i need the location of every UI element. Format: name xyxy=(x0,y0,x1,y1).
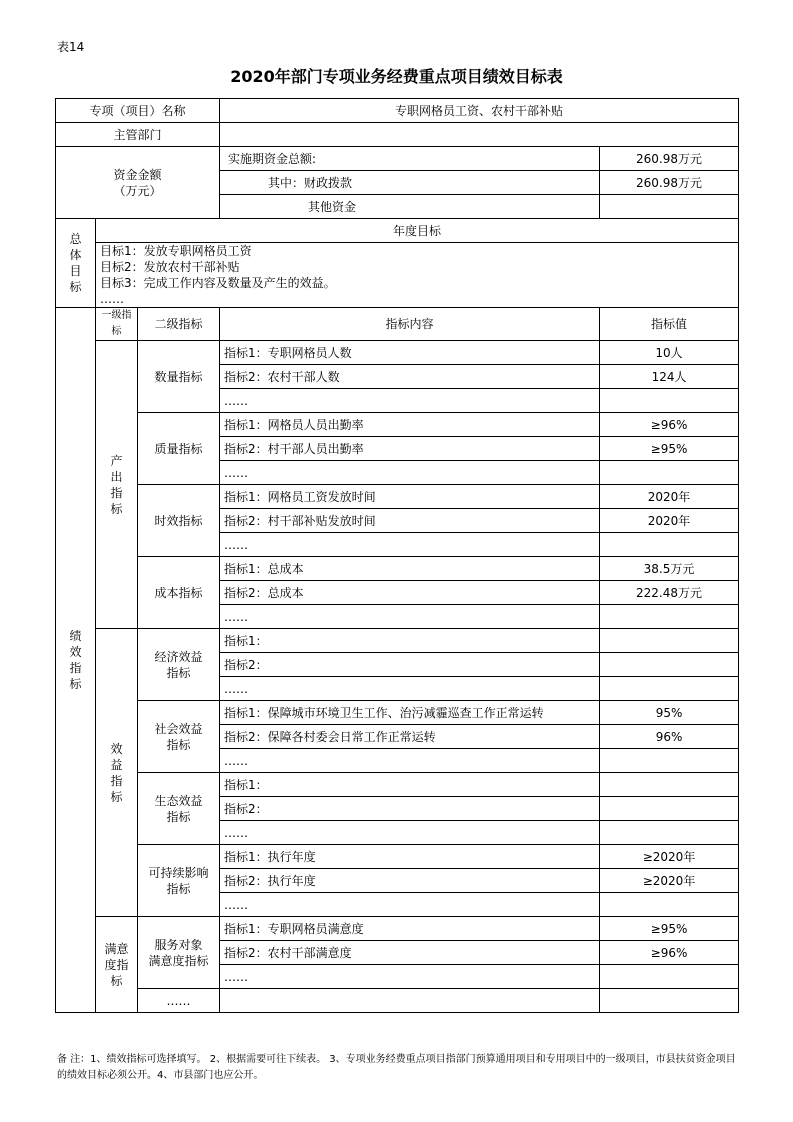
indicator-content: …… xyxy=(220,533,600,557)
indicator-value xyxy=(600,605,739,629)
footnote: 备 注：1、绩效指标可选择填写。 2、根据需要可往下续表。 3、专项业务经费重点项目指部门预算通用项目和专用项目中的一级项目，市县扶贫资金项目的绩效目标必须公开。4、市县部门也应公开。 xyxy=(57,1054,736,1081)
fund-total-value: 260.98万元 xyxy=(600,147,739,171)
ecological-benefit-label: 生态效益 指标 xyxy=(138,773,220,845)
fund-total-label: 实施期资金总额: xyxy=(220,147,600,171)
performance-indicator-label: 绩 效 指 标 xyxy=(56,308,96,1013)
indicator-value: 2020年 xyxy=(600,509,739,533)
header-level2: 二级指标 xyxy=(138,308,220,341)
indicator-value xyxy=(600,893,739,917)
quality-indicator-label: 质量指标 xyxy=(138,413,220,485)
indicator-value xyxy=(600,461,739,485)
indicator-content: …… xyxy=(220,965,600,989)
indicator-value: ≥95% xyxy=(600,437,739,461)
indicator-content: 指标2：保障各村委会日常工作正常运转 xyxy=(220,725,600,749)
indicator-value: ≥95% xyxy=(600,917,739,941)
header-content: 指标内容 xyxy=(220,308,600,341)
indicator-value: 38.5万元 xyxy=(600,557,739,581)
fund-other-label: 其他资金 xyxy=(220,195,600,219)
indicator-content: 指标1：网格员工资发放时间 xyxy=(220,485,600,509)
table-row xyxy=(56,341,739,365)
indicator-content: 指标1： xyxy=(220,629,600,653)
row-project-name xyxy=(56,99,739,123)
fund-label-line2: （万元） xyxy=(113,183,162,198)
indicator-content: …… xyxy=(220,893,600,917)
service-satisfaction-label: 服务对象 满意度指标 xyxy=(138,917,220,989)
overall-goal-label: 总 体 目 标 xyxy=(56,219,96,308)
indicator-content: 指标1：专职网格员满意度 xyxy=(220,917,600,941)
annual-goal-list xyxy=(96,243,739,308)
indicator-content: …… xyxy=(220,749,600,773)
table-number: 表14 xyxy=(57,40,85,54)
indicator-content xyxy=(220,989,600,1013)
annual-goal-label: 年度目标 xyxy=(96,219,739,243)
economic-benefit-label: 经济效益 指标 xyxy=(138,629,220,701)
table-row xyxy=(56,629,739,653)
quantity-indicator-label: 数量指标 xyxy=(138,341,220,413)
indicator-content: 指标1：网格员人员出勤率 xyxy=(220,413,600,437)
indicator-value: 96% xyxy=(600,725,739,749)
indicator-content: …… xyxy=(220,821,600,845)
indicator-value xyxy=(600,653,739,677)
indicator-content: 指标1：总成本 xyxy=(220,557,600,581)
department-value xyxy=(220,123,739,147)
sustainable-impact-label: 可持续影响 指标 xyxy=(138,845,220,917)
indicator-content: …… xyxy=(220,389,600,413)
indicator-value xyxy=(600,821,739,845)
indicator-value xyxy=(600,797,739,821)
indicator-value xyxy=(600,749,739,773)
indicator-content: 指标1：执行年度 xyxy=(220,845,600,869)
indicator-content: …… xyxy=(220,677,600,701)
table-row xyxy=(56,485,739,509)
indicator-content: …… xyxy=(220,605,600,629)
indicator-content: 指标1： xyxy=(220,773,600,797)
department-label: 主管部门 xyxy=(56,123,220,147)
goal-item: 目标2：发放农村干部补贴 xyxy=(100,260,240,274)
table-row xyxy=(56,917,739,941)
row-fund-total xyxy=(56,147,739,171)
satisfaction-indicator-label: 满意 度指 标 xyxy=(96,917,138,1013)
row-annual-goal-header xyxy=(56,219,739,243)
indicator-value xyxy=(600,533,739,557)
indicator-content: 指标2： xyxy=(220,653,600,677)
project-name-value: 专职网格员工资、农村干部补贴 xyxy=(220,99,739,123)
goal-item: 目标3：完成工作内容及数量及产生的效益。 xyxy=(100,276,336,290)
indicator-content: 指标2：总成本 xyxy=(220,581,600,605)
indicator-value: ≥2020年 xyxy=(600,845,739,869)
indicator-value xyxy=(600,773,739,797)
timeliness-indicator-label: 时效指标 xyxy=(138,485,220,557)
indicator-value: 222.48万元 xyxy=(600,581,739,605)
row-annual-goals xyxy=(56,243,739,308)
indicator-content: 指标2：执行年度 xyxy=(220,869,600,893)
indicator-content: 指标2： xyxy=(220,797,600,821)
indicator-content: …… xyxy=(220,461,600,485)
table-row xyxy=(56,989,739,1013)
indicator-value: 124人 xyxy=(600,365,739,389)
header-value: 指标值 xyxy=(600,308,739,341)
fund-label xyxy=(56,147,220,219)
benefit-indicator-label: 效 益 指 标 xyxy=(96,629,138,917)
goal-item: 目标1：发放专职网格员工资 xyxy=(100,244,252,258)
output-indicator-label: 产 出 指 标 xyxy=(96,341,138,629)
table-row xyxy=(56,701,739,725)
fund-fiscal-value: 260.98万元 xyxy=(600,171,739,195)
project-name-label: 专项（项目）名称 xyxy=(56,99,220,123)
indicator-value: ≥96% xyxy=(600,941,739,965)
table-row xyxy=(56,413,739,437)
indicator-value: ≥96% xyxy=(600,413,739,437)
indicator-value xyxy=(600,989,739,1013)
fund-fiscal-label: 其中：财政拨款 xyxy=(220,171,600,195)
table-row xyxy=(56,773,739,797)
indicator-value xyxy=(600,677,739,701)
indicator-value xyxy=(600,389,739,413)
satisfaction-more: …… xyxy=(138,989,220,1013)
header-level1: 一级指标 xyxy=(96,308,138,341)
fund-label-line1: 资金金额 xyxy=(113,167,162,182)
indicator-value: 2020年 xyxy=(600,485,739,509)
indicator-value: 95% xyxy=(600,701,739,725)
page-title: 2020年部门专项业务经费重点项目绩效目标表 xyxy=(230,67,563,86)
indicator-value: ≥2020年 xyxy=(600,869,739,893)
indicator-value xyxy=(600,965,739,989)
indicator-value xyxy=(600,629,739,653)
indicator-content: 指标2：村干部补贴发放时间 xyxy=(220,509,600,533)
table-row xyxy=(56,845,739,869)
row-department xyxy=(56,123,739,147)
goal-item: …… xyxy=(100,292,124,306)
table-row xyxy=(56,557,739,581)
indicator-content: 指标2：村干部人员出勤率 xyxy=(220,437,600,461)
indicator-content: 指标2：农村干部人数 xyxy=(220,365,600,389)
indicator-content: 指标1：保障城市环境卫生工作、治污减霾巡查工作正常运转 xyxy=(220,701,600,725)
indicator-value: 10人 xyxy=(600,341,739,365)
indicator-content: 指标2：农村干部满意度 xyxy=(220,941,600,965)
indicator-content: 指标1：专职网格员人数 xyxy=(220,341,600,365)
social-benefit-label: 社会效益 指标 xyxy=(138,701,220,773)
performance-target-table xyxy=(55,98,739,1013)
row-indicator-header xyxy=(56,308,739,341)
cost-indicator-label: 成本指标 xyxy=(138,557,220,629)
fund-other-value xyxy=(600,195,739,219)
